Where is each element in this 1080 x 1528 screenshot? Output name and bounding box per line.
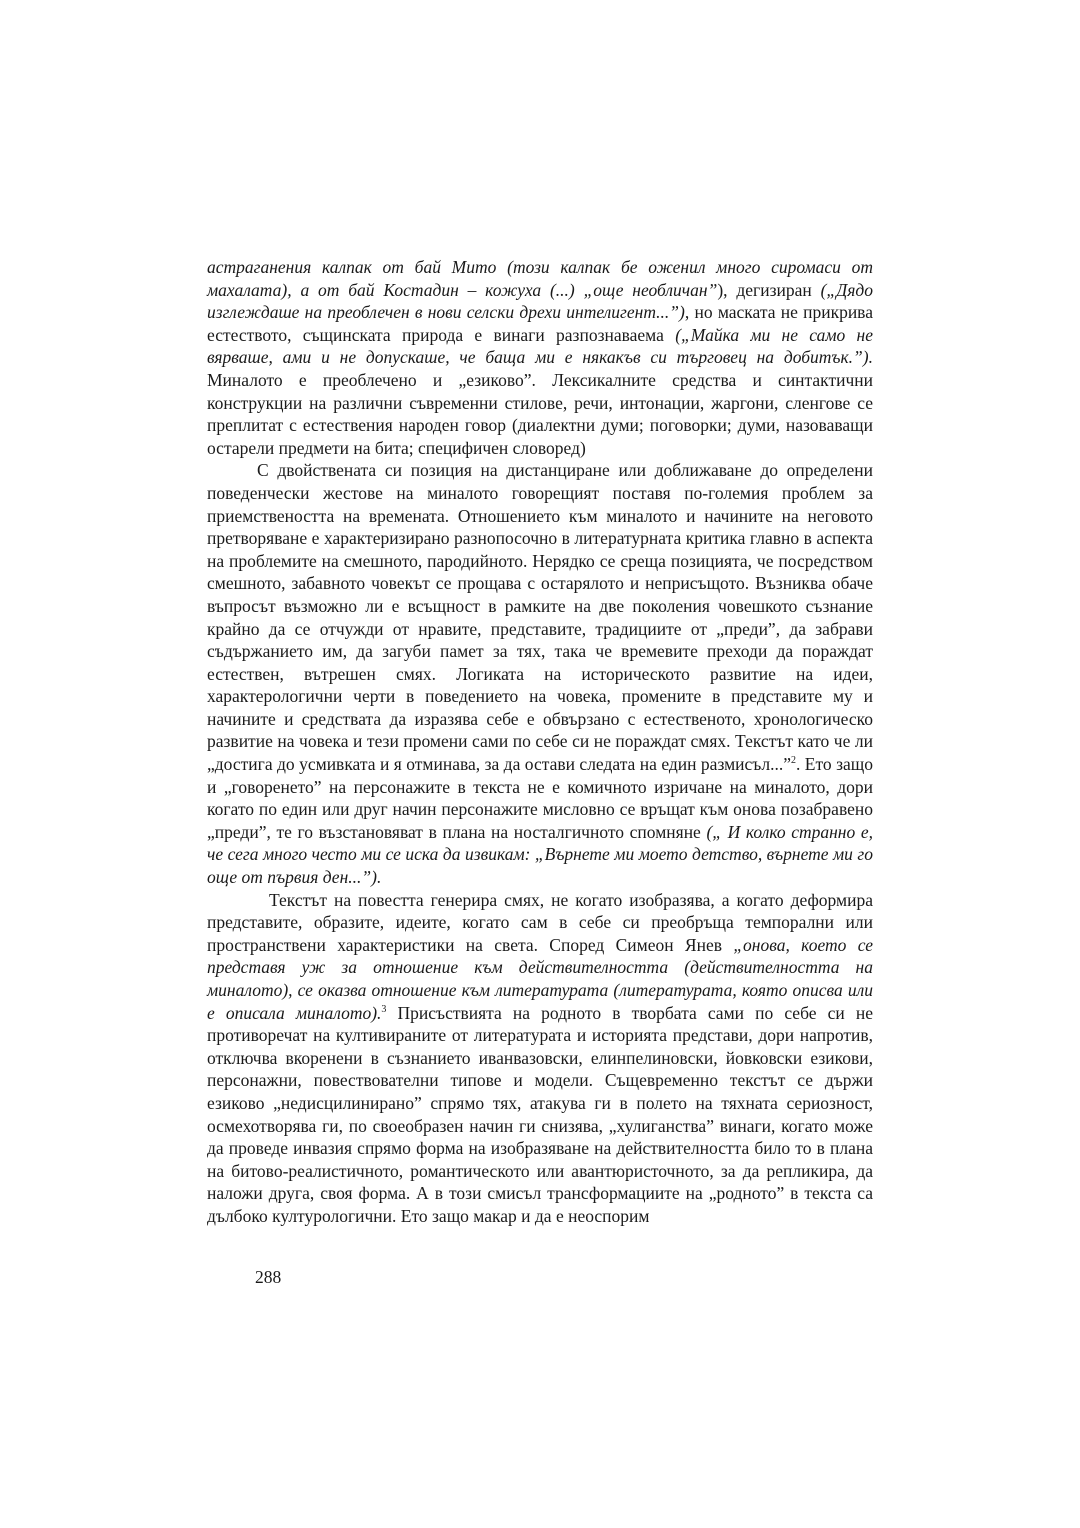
text-run: Присъствията на родното в творбата сами по себе си не противоречат на култивираните от литературата и историята представи, дори напротив, отключва вкоренени в съзнанието иванвазовски, елинпелиновски, йовковски езикови, персонажни, повествователни типове и модели. Същевременно текстът се държи езиково „недисцилинирано” спрямо тях, атакува ги в полето на тяхната сериозност, осмехотворява ги, по своеобразен начин ги снизява, „хулиганства” винаги, когато може да проведе инвазия спрямо форма на изобразяване на действителността било то в плана на битово-реалистичното, романтическото или авантюристочното, за да репликира, да наложи друга, своя форма. А в този смисъл трансформациите на „родното” в текста са дълбоко културологични. Ето защо макар и да е неоспорим bbox=[207, 1002, 873, 1226]
italic-quote: („Дядо изглеждаше на преоблечен в нови селски дрехи интелигент...”) bbox=[207, 279, 874, 323]
body-text bbox=[207, 256, 873, 1228]
text-run: С двойствената си позиция на дистанциране или доближаване до определени поведенчески жестове на миналото говорещият поставя по-големия проблем за приемствеността на времената. Отношението към миналото и начините на неговото претворяване е характеризирано разнопосочно в литературната критика главно в аспекта на проблемите на смешното, пародийното. Нерядко се среща позицията, че посредством смешното, забавното човекът се прощава с остарялото и неприсъщото. Възниква обаче въпросът възможно ли е всъщност в рамките на две поколения човешкото съзнание крайно да се отчужди от нравите, представите, традициите от „преди”, да забрави съдържанието им, да загуби памет за тях, така че времевите преходи да пораждат естествен, вътрешен смях. Логиката на историческото развитие на идеи, характерологични черти в поведението на човека, промените в представите му и начините и средствата да изразява себе е обвързано с естественото, хронологическо развитие на човека и тези промени сами по себе си не пораждат смях. Текстът като че ли „достига до усмивката и я отминава, за да остави следата на един размисъл...” bbox=[207, 460, 873, 775]
italic-quote: „онова, което се представя уж за отношение към действителността (действителността на миналото), се оказва отношение към литературата (литературата, която описва или е описала миналото). bbox=[207, 934, 874, 1023]
text-run: Текстът на повестта генерира смях, не когато изобразява, а когато деформира представите, образите, идеите, когато сам в себе си преобръща темпорални или пространствени характеристики на света. Според Симеон Янев bbox=[207, 889, 873, 955]
text-run: Миналото е преоблечено и „езиково”. Лексикалните средства и синтактични конструкции на различни съвременни стилове, речи, интонации, жаргони, сленгове се преплитат с естествения народен говор (диалектни думи; поговорки; думи, назоваващи остарели предмети на бита; специфичен словоред) bbox=[207, 369, 873, 458]
text-run: , но маската не прикрива естеството, същинската природа е винаги разпознаваема bbox=[207, 302, 873, 345]
text-run: ), дегизиран bbox=[717, 279, 821, 300]
paragraph-2 bbox=[207, 459, 873, 888]
footnote-ref: 3 bbox=[381, 1003, 387, 1015]
italic-quote: („ И колко странно е, че сега много често ми се иска да извикам: „Върнете ми моето детство, върнете ми го още от първия ден...”). bbox=[207, 821, 873, 888]
footnote-ref: 2 bbox=[791, 755, 796, 767]
italic-quote: („Майка ми не само не вярваше, ами и не допускаше, че баща ми е някакъв си търговец на добитък.”). bbox=[207, 324, 873, 368]
text-run: . Ето защо и „говоренето” на персонажите в текста не е комичното изричане на миналото, дори когато по един или друг начин персонажите мисловно се връщат към онова позабравено „преди”, те го възстановяват в плана на носталгичното спомняне bbox=[207, 754, 874, 842]
page-number: 288 bbox=[255, 1267, 282, 1287]
paragraph-3 bbox=[207, 889, 873, 1228]
paragraph-1 bbox=[207, 256, 873, 459]
italic-quote: астраганения калпак от бай Мито (този калпак бе оженил много сиромаси от махалата), а от бай Костадин – кожуха (...) „още необличан” bbox=[207, 257, 873, 300]
